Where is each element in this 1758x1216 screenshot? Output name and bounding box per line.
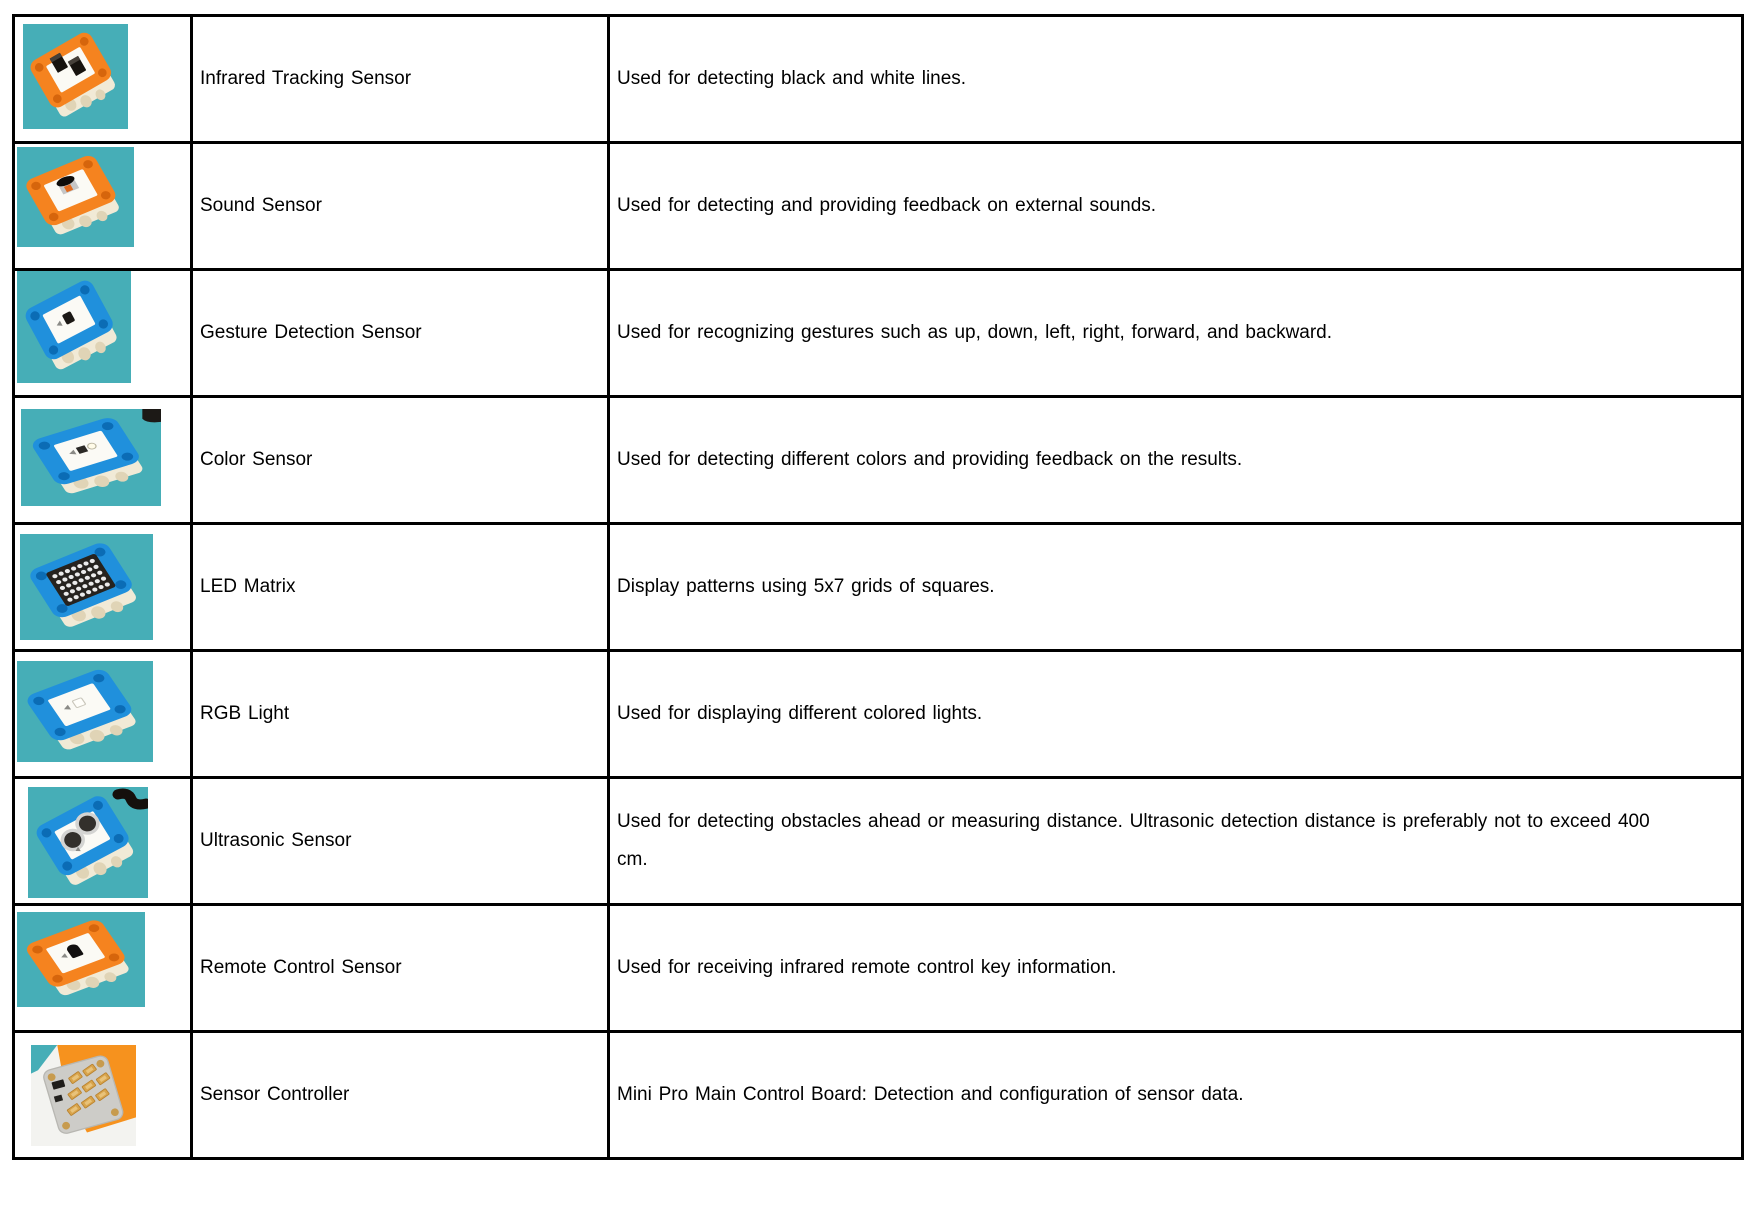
sensor-description: Display patterns using 5x7 grids of squares. <box>609 524 1743 651</box>
sound-sensor-photo <box>17 147 134 247</box>
table-row <box>14 16 1743 143</box>
sensor-name: RGB Light <box>192 651 609 778</box>
led-matrix-photo <box>20 534 153 640</box>
sensor-photo <box>17 271 131 383</box>
sensor-photo <box>17 661 153 762</box>
sensor-photo-cell <box>14 397 192 524</box>
remote-control-sensor-photo <box>17 912 145 1007</box>
sensor-photo <box>17 912 145 1007</box>
sensor-name: Gesture Detection Sensor <box>192 270 609 397</box>
sensors-table <box>12 14 1744 1160</box>
table-row <box>14 270 1743 397</box>
sensor-description: Used for displaying different colored lights. <box>609 651 1743 778</box>
table-row <box>14 143 1743 270</box>
sensor-description: Used for detecting different colors and providing feedback on the results. <box>609 397 1743 524</box>
sensor-description: Used for detecting and providing feedback on external sounds. <box>609 143 1743 270</box>
sensor-name: Sensor Controller <box>192 1032 609 1159</box>
infrared-tracking-sensor-photo <box>23 24 128 129</box>
color-sensor-photo <box>21 409 161 506</box>
table-row <box>14 905 1743 1032</box>
sensor-photo-cell <box>14 1032 192 1159</box>
gesture-detection-sensor-photo <box>17 271 131 383</box>
sensor-photo <box>17 147 134 247</box>
sensor-photo-cell <box>14 143 192 270</box>
sensor-photo <box>20 534 153 640</box>
sensor-description: Used for receiving infrared remote control key information. <box>609 905 1743 1032</box>
rgb-light-photo <box>17 661 153 762</box>
sensor-photo <box>28 787 148 898</box>
sensor-photo-cell <box>14 778 192 905</box>
sensor-description: Mini Pro Main Control Board: Detection and configuration of sensor data. <box>609 1032 1743 1159</box>
sensor-name: LED Matrix <box>192 524 609 651</box>
table-row <box>14 524 1743 651</box>
sensor-name: Infrared Tracking Sensor <box>192 16 609 143</box>
table-row <box>14 778 1743 905</box>
sensor-description: Used for recognizing gestures such as up, down, left, right, forward, and backward. <box>609 270 1743 397</box>
sensor-name: Sound Sensor <box>192 143 609 270</box>
sensor-description: Used for detecting obstacles ahead or measuring distance. Ultrasonic detection distance is preferably not to exceed 400 cm. <box>609 778 1743 905</box>
table-row <box>14 397 1743 524</box>
sensor-photo <box>31 1045 136 1146</box>
sensor-controller-photo <box>31 1045 136 1146</box>
sensor-description: Used for detecting black and white lines. <box>609 16 1743 143</box>
sensor-photo-cell <box>14 651 192 778</box>
ultrasonic-sensor-photo <box>28 787 148 898</box>
sensor-photo <box>21 409 161 506</box>
sensor-photo-cell <box>14 270 192 397</box>
sensor-photo <box>23 24 128 129</box>
table-row <box>14 651 1743 778</box>
sensor-name: Remote Control Sensor <box>192 905 609 1032</box>
sensor-name: Color Sensor <box>192 397 609 524</box>
table-row <box>14 1032 1743 1159</box>
sensor-name: Ultrasonic Sensor <box>192 778 609 905</box>
sensor-photo-cell <box>14 905 192 1032</box>
sensor-photo-cell <box>14 524 192 651</box>
sensor-photo-cell <box>14 16 192 143</box>
